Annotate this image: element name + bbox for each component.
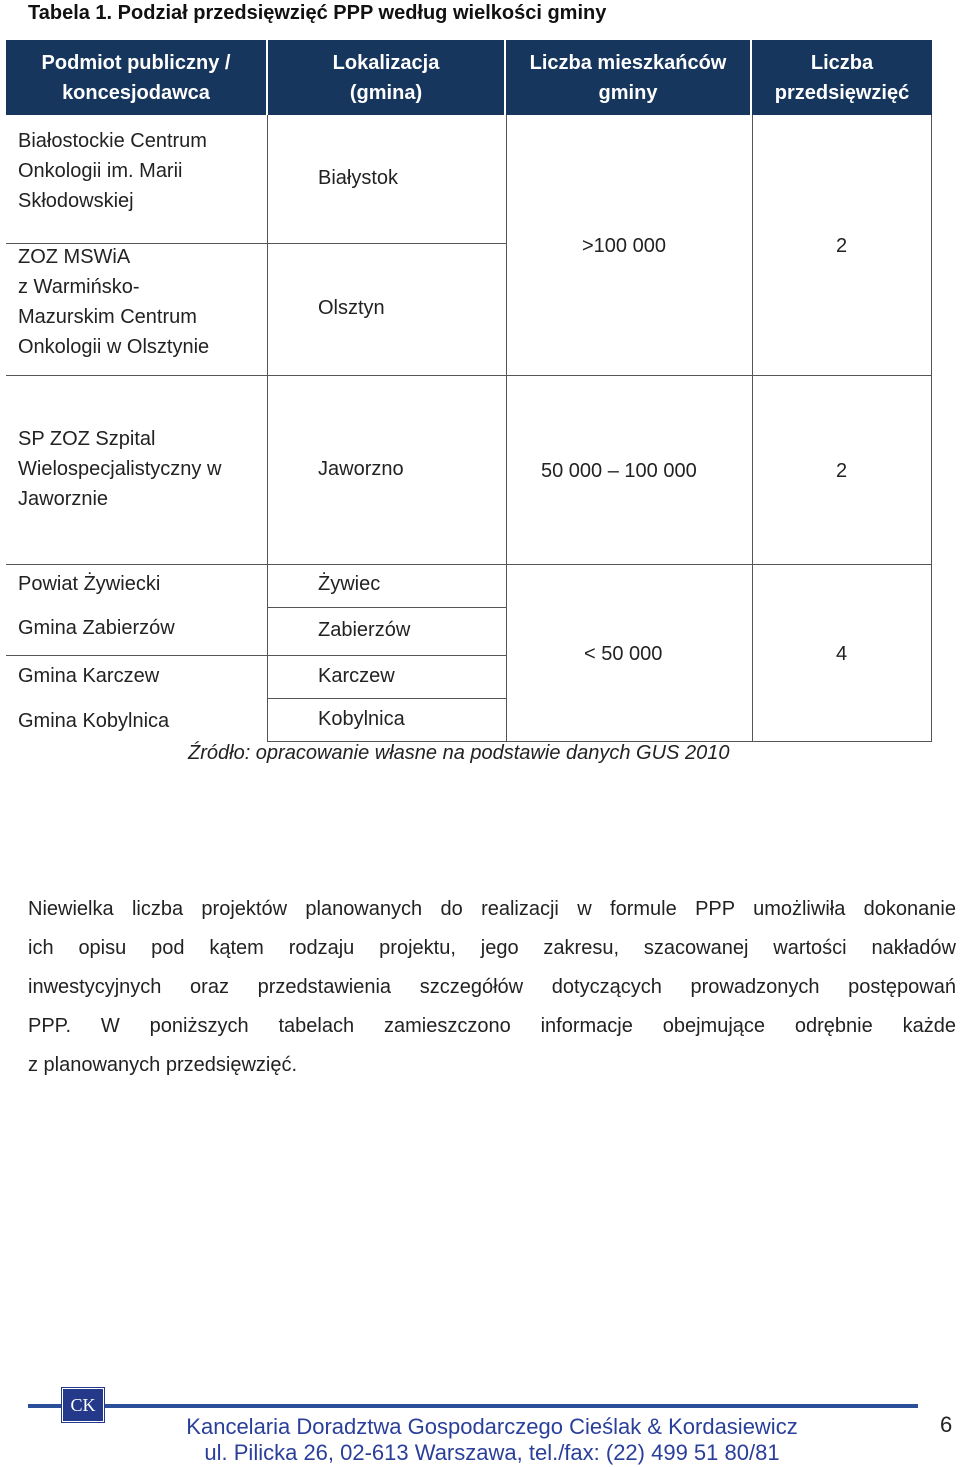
location-zywiec: Żywiec (318, 573, 381, 595)
grid-line (752, 115, 753, 742)
footer-address: ul. Pilicka 26, 02-613 Warszawa, tel./fax: (22) 499 51 80/81 (204, 1440, 780, 1465)
count-group2: 2 (836, 460, 848, 482)
entity-olsztyn: ZOZ MSWiA z Warmińsko- Mazurskim Centrum Onkologii w Olsztynie (18, 246, 210, 358)
paragraph-line: Niewielka liczba projektów planowanych do realizacji w formule PPP umożliwiła dokonanie (28, 898, 956, 920)
grid-line (6, 564, 932, 565)
grid-line (931, 115, 932, 742)
population-group2: 50 000 – 100 000 (541, 460, 697, 482)
footer-company: Kancelaria Doradztwa Gospodarczego Cieślak & Kordasiewicz (186, 1414, 798, 1439)
paragraph-line: PPP. W poniższych tabelach zamieszczono informacje obejmujące odrębnie każde (28, 1015, 956, 1037)
paragraph-line: inwestycyjnych oraz przedstawienia szczegółów dotyczących prowadzonych postępowań (28, 976, 956, 998)
footer-rule (28, 1404, 918, 1408)
entity-kobylnica: Gmina Kobylnica (18, 710, 170, 732)
location-jaworzno: Jaworzno (318, 458, 404, 480)
grid-line (506, 115, 507, 742)
header-population: Liczba mieszkańców gminy (506, 40, 752, 115)
location-kobylnica: Kobylnica (318, 708, 405, 730)
body-paragraph (28, 890, 956, 1085)
source-note: Źródło: opracowanie własne na podstawie danych GUS 2010 (188, 742, 730, 764)
grid-line (267, 115, 268, 742)
grid-line (268, 607, 506, 608)
paragraph-line: z planowanych przedsięwzięć. (28, 1054, 298, 1076)
header-entity: Podmiot publiczny / koncesjodawca (6, 40, 268, 115)
grid-line (6, 375, 932, 376)
entity-zywiec: Powiat Żywiecki (18, 573, 161, 595)
header-count: Liczba przedsięwzięć (752, 40, 932, 115)
location-olsztyn: Olsztyn (318, 297, 385, 319)
location-bialystok: Białystok (318, 167, 399, 189)
entity-zabierzow: Gmina Zabierzów (18, 617, 175, 639)
table-caption: Tabela 1. Podział przedsięwzięć PPP według wielkości gminy (28, 2, 607, 24)
grid-line (6, 655, 506, 656)
population-group3: < 50 000 (584, 643, 663, 665)
header-location: Lokalizacja (gmina) (268, 40, 506, 115)
entity-bialystok: Białostockie Centrum Onkologii im. Marii Skłodowskiej (18, 130, 207, 212)
location-karczew: Karczew (318, 665, 395, 687)
grid-line (268, 698, 506, 699)
entity-karczew: Gmina Karczew (18, 665, 160, 687)
paragraph-line: ich opisu pod kątem rodzaju projektu, jego zakresu, szacowanej wartości nakładów (28, 937, 956, 959)
count-group1: 2 (836, 235, 848, 257)
entity-jaworzno: SP ZOZ Szpital Wielospecjalistyczny w Jaworznie (18, 428, 222, 510)
page-number: 6 (940, 1412, 953, 1437)
company-logo: CK (62, 1388, 104, 1422)
population-group1: >100 000 (582, 235, 666, 257)
location-zabierzow: Zabierzów (318, 619, 411, 641)
count-group3: 4 (836, 643, 848, 665)
